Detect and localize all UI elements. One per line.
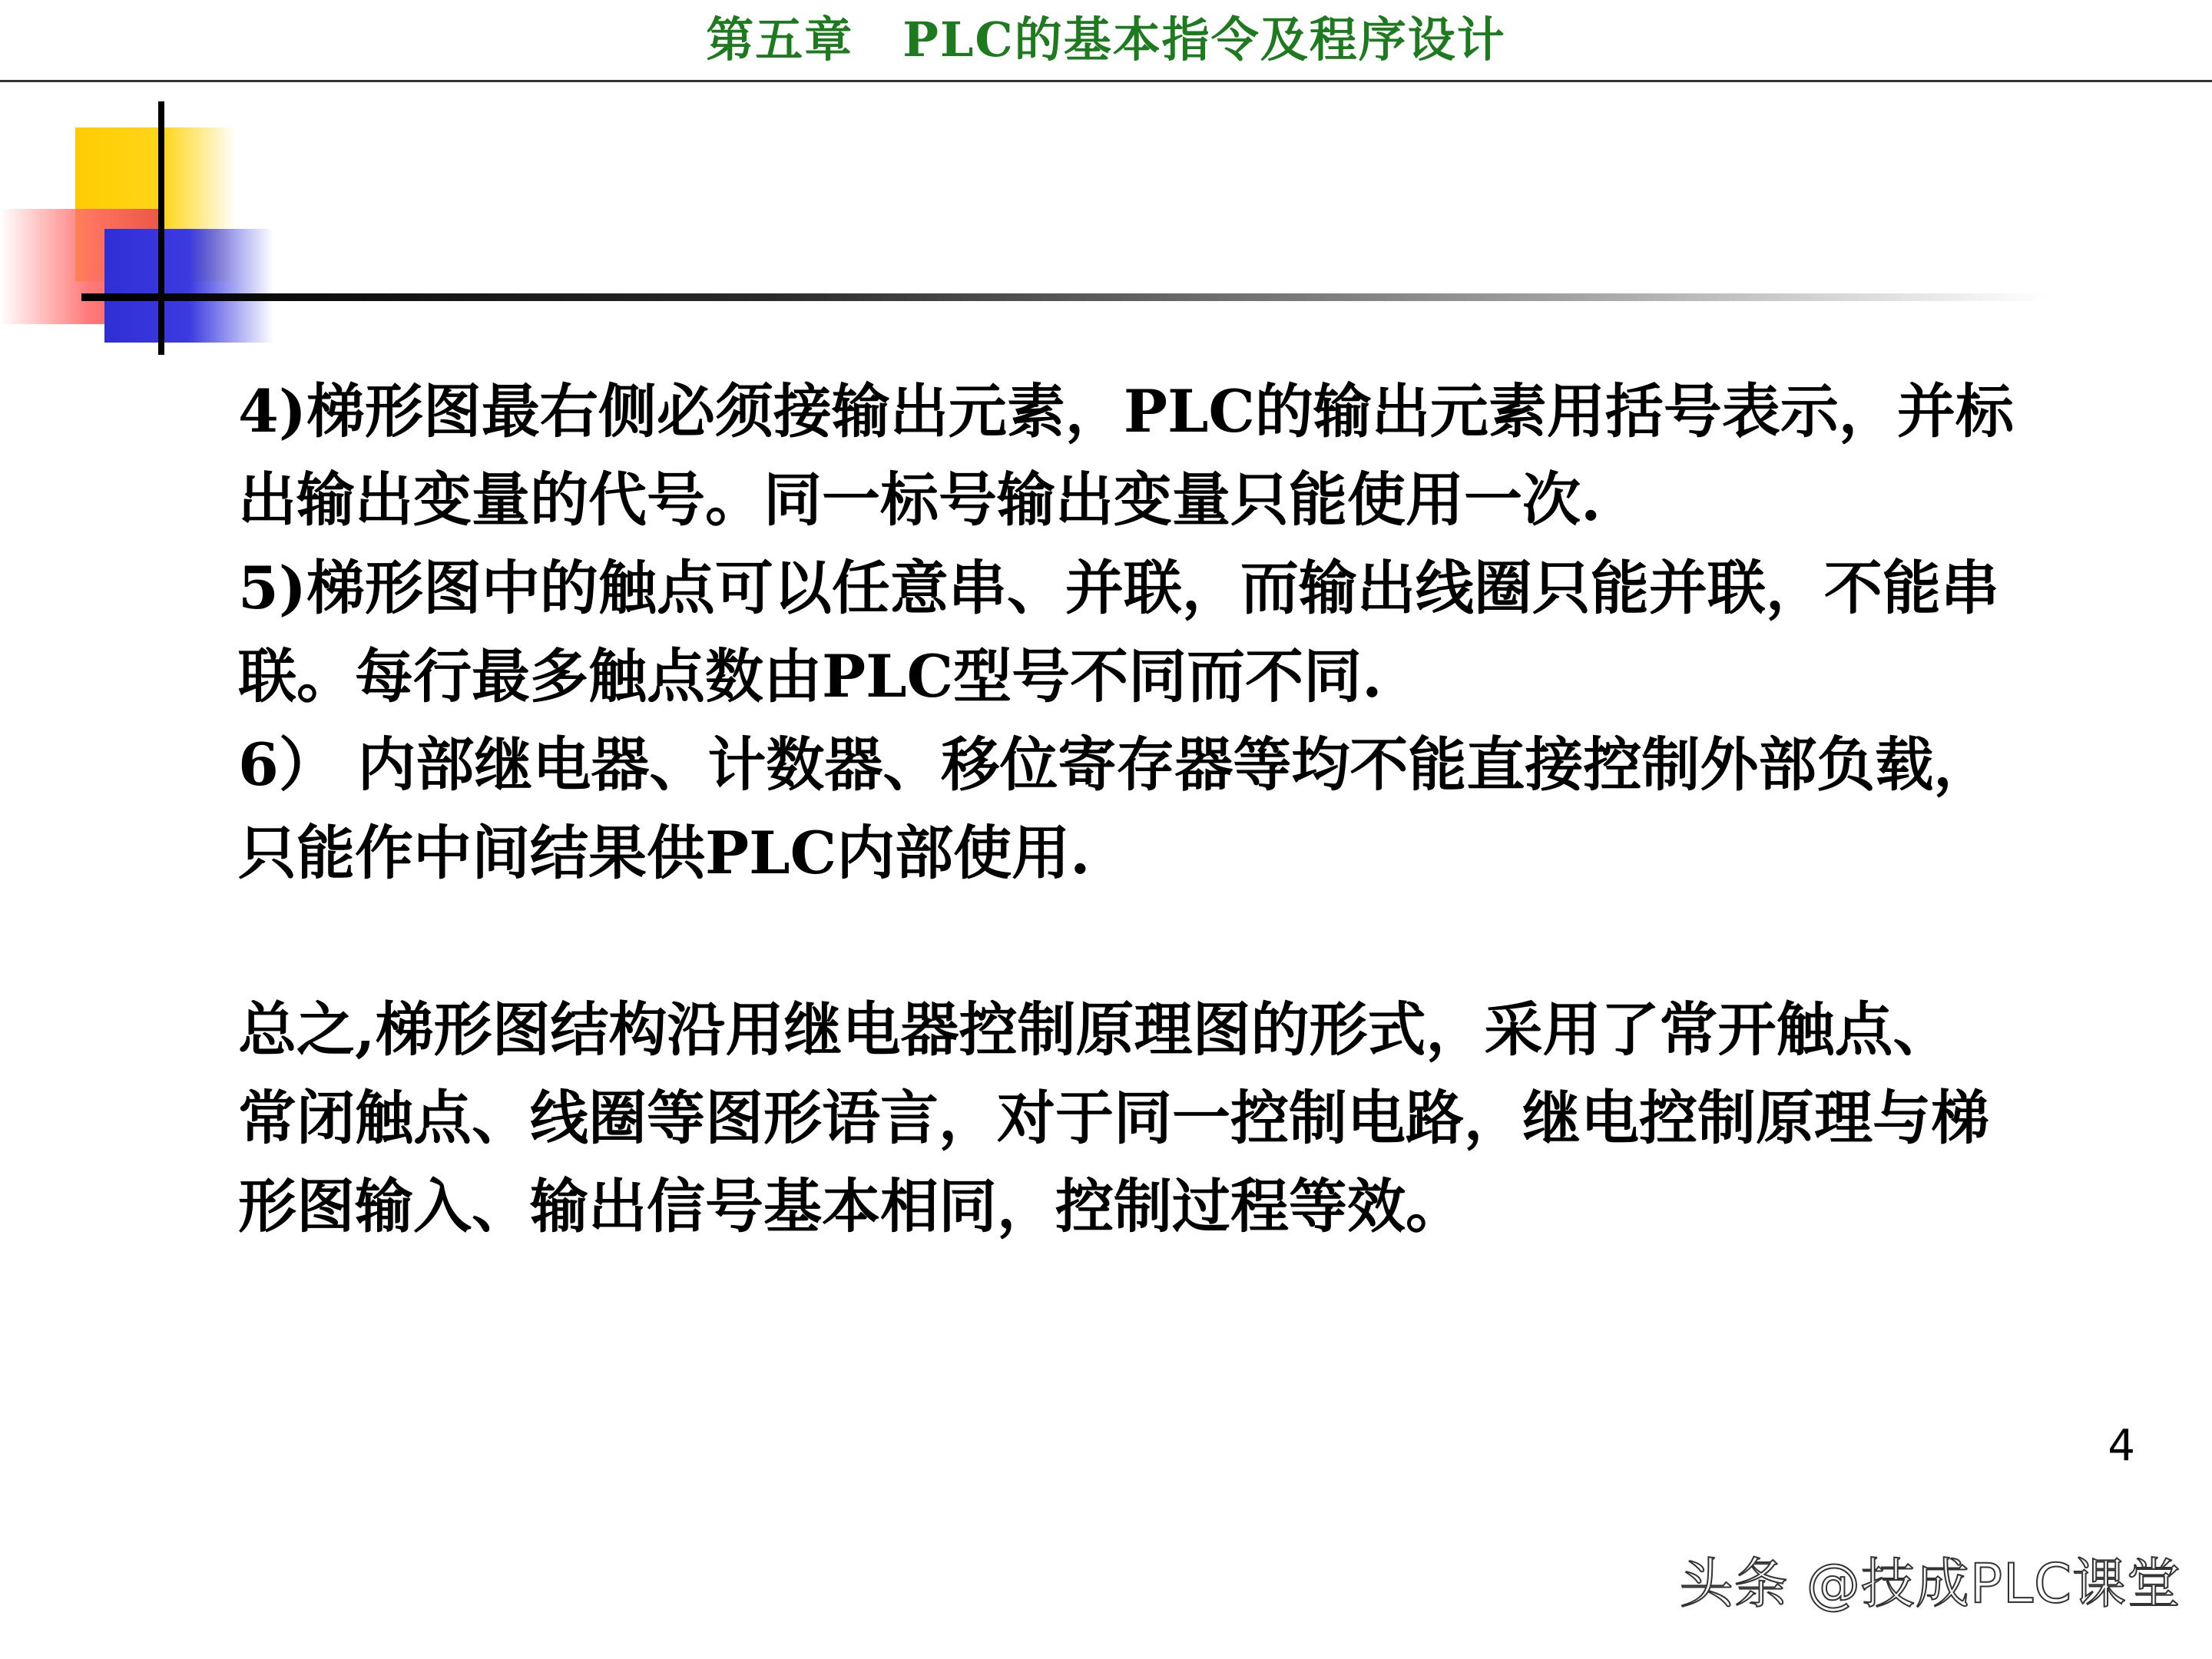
slide-header: [0, 0, 2212, 82]
body-line-6: 只能作中间结果供PLC内部使用.: [238, 819, 1091, 887]
body-line-5: 6） 内部继电器、计数器、移位寄存器等均不能直接控制外部负载，: [238, 730, 1992, 799]
horizontal-rule: [81, 293, 2048, 301]
chapter-title: 第五章 PLC的基本指令及程序设计: [706, 12, 1506, 68]
summary-line-3: 形图输入、输出信号基本相同，控制过程等效。: [238, 1172, 1464, 1240]
summary-line-2: 常闭触点、线圈等图形语言，对于同一控制电路，继电控制原理与梯: [238, 1084, 1989, 1152]
body-line-4: 联。每行最多触点数由PLC型号不同而不同.: [238, 642, 1382, 710]
summary-line-1: 总之,梯形图结构沿用继电器控制原理图的形式，采用了常开触点、: [238, 995, 1952, 1064]
body-line-3: 5)梯形图中的触点可以任意串、并联，而输出线圈只能并联，不能串: [238, 554, 1999, 622]
blue-square: [104, 229, 273, 343]
body-line-1: 4)梯形图最右侧必须接输出元素，PLC的输出元素用括号表示，并标: [238, 377, 2014, 445]
watermark: 头条 @技成PLC课堂: [1679, 1552, 2181, 1615]
vertical-rule: [158, 101, 164, 355]
decorative-squares: [0, 92, 2212, 369]
body-line-2: 出输出变量的代号。同一标号输出变量只能使用一次.: [238, 465, 1601, 534]
slide-body: [238, 367, 2112, 1250]
page-number: 4: [2108, 1421, 2135, 1471]
